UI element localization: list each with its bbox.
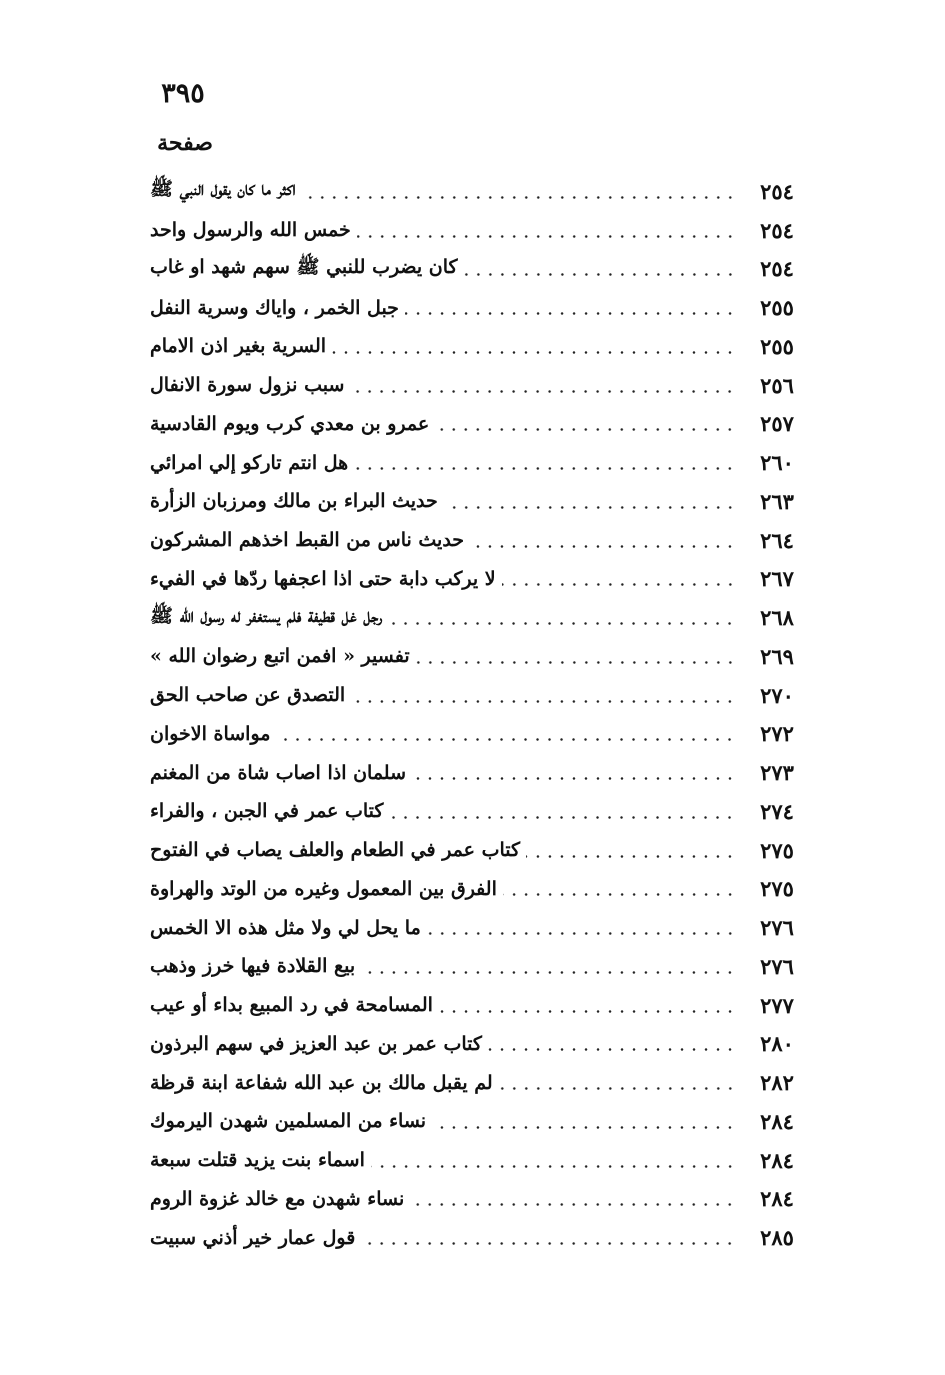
dot-leader <box>332 351 736 354</box>
toc-entry-page: ٢٨٤ <box>760 1108 794 1134</box>
toc-entry <box>140 405 812 444</box>
toc-entry-page: ٢٦٨ <box>760 605 794 631</box>
toc-entry-page: ٢٥٦ <box>760 372 794 398</box>
toc-entry-page: ٢٧٣ <box>760 760 794 786</box>
toc-entry-title: خمس الله والرسول واحد <box>150 219 351 242</box>
toc-entry-title: اكثر ما كان يقول النبي ﷺ <box>150 178 296 201</box>
toc-entry-page: ٢٧٧ <box>760 992 794 1018</box>
toc-entry <box>140 676 812 715</box>
dot-leader <box>410 1203 736 1206</box>
toc-entry-page: ٢٥٥ <box>760 295 794 321</box>
dot-leader <box>361 971 736 974</box>
toc-entry-title: التصدق عن صاحب الحق <box>150 684 346 707</box>
toc-entry-title: حديث ناس من القبط اخذهم المشركون <box>150 529 465 552</box>
toc-entry-page: ٢٧٤ <box>760 798 794 824</box>
dot-leader <box>354 467 736 470</box>
dot-leader <box>427 932 736 935</box>
toc-entry <box>140 792 812 831</box>
dot-leader <box>350 390 736 393</box>
toc-entry <box>140 521 812 560</box>
table-of-contents <box>140 172 812 1257</box>
toc-entry <box>140 366 812 405</box>
toc-entry <box>140 1141 812 1180</box>
toc-entry <box>140 908 812 947</box>
toc-entry-title: اسماء بنت يزيد قتلت سبعة <box>150 1149 365 1172</box>
toc-entry-page: ٢٦٩ <box>760 643 794 669</box>
toc-entry-page: ٢٦٤ <box>760 527 794 553</box>
dot-leader <box>412 777 736 780</box>
dot-leader <box>276 738 736 741</box>
dot-leader <box>470 545 736 548</box>
toc-entry <box>140 870 812 909</box>
toc-entry-page: ٢٦٣ <box>760 488 794 514</box>
dot-leader <box>435 428 736 431</box>
dot-leader <box>432 1126 736 1129</box>
toc-entry-title: سبب نزول سورة الانفال <box>150 374 345 397</box>
toc-entry <box>140 250 812 289</box>
toc-entry-title: بيع القلادة فيها خرز وذهب <box>150 955 356 978</box>
toc-entry <box>140 1180 812 1219</box>
toc-entry <box>140 637 812 676</box>
dot-leader <box>361 1242 736 1245</box>
toc-entry-page: ٢٥٥ <box>760 333 794 359</box>
page-column-header: صفحة <box>157 130 213 156</box>
toc-entry-page: ٢٥٧ <box>760 411 794 437</box>
toc-entry <box>140 327 812 366</box>
toc-entry-page: ٢٦٠ <box>760 450 794 476</box>
dot-leader <box>499 1087 736 1090</box>
toc-entry <box>140 947 812 986</box>
toc-entry-title: رجل غل قطيفة فلم يستغفر له رسول الله ﷺ <box>150 604 383 627</box>
toc-entry-title: كتاب عمر بن عبد العزيز في سهم البرذون <box>150 1032 482 1055</box>
toc-entry-page: ٢٥٤ <box>760 178 794 204</box>
toc-entry-page: ٢٨٤ <box>760 1186 794 1212</box>
toc-entry-page: ٢٨٤ <box>760 1147 794 1173</box>
toc-entry-title: كتاب عمر في الطعام والعلف يصاب في الفتوح <box>150 839 521 862</box>
toc-entry-title: الفرق بين المعمول وغيره من الوتد والهراوة <box>150 877 497 900</box>
toc-entry-title: قول عمار خير أذني سبيت <box>150 1226 356 1249</box>
toc-entry <box>140 1218 812 1257</box>
toc-entry <box>140 1102 812 1141</box>
dot-leader <box>416 661 736 664</box>
dot-leader <box>488 1048 736 1051</box>
toc-entry <box>140 715 812 754</box>
toc-entry-title: كان يضرب للنبي ﷺ سهم شهد او غاب <box>150 255 458 278</box>
toc-entry-title: هل انتم تاركو إلي امرائي <box>150 451 349 474</box>
toc-entry-title: سلمان اذا اصاب شاة من المغنم <box>150 761 407 784</box>
toc-entry-page: ٢٥٤ <box>760 256 794 282</box>
toc-entry-page: ٢٧٥ <box>760 876 794 902</box>
toc-entry-title: كتاب عمر في الجبن ، والفراء <box>150 800 384 823</box>
toc-entry-title: لا يركب دابة حتى اذا اعجفها ردّها في الفيء <box>150 567 496 590</box>
dot-leader <box>302 196 736 199</box>
toc-entry-title: جبل الخمر ، واياك وسرية النفل <box>150 296 399 319</box>
toc-entry <box>140 1025 812 1064</box>
dot-leader <box>371 1165 736 1168</box>
toc-entry-page: ٢٧٦ <box>760 953 794 979</box>
toc-entry-title: تفسير « افمن اتبع رضوان الله » <box>150 645 410 668</box>
toc-entry <box>140 1063 812 1102</box>
toc-entry <box>140 482 812 521</box>
toc-entry-page: ٢٨٢ <box>760 1070 794 1096</box>
toc-entry <box>140 831 812 870</box>
toc-entry-title: لم يقبل مالك بن عبد الله شفاعة ابنة قرظة <box>150 1071 493 1094</box>
dot-leader <box>464 273 736 276</box>
toc-entry-page: ٢٧٥ <box>760 837 794 863</box>
toc-entry <box>140 986 812 1025</box>
dot-leader <box>357 235 736 238</box>
toc-entry <box>140 753 812 792</box>
toc-entry-title: ما يحل لي ولا مثل هذه الا الخمس <box>150 916 421 939</box>
page-number: ٣٩٥ <box>161 78 205 109</box>
toc-entry <box>140 560 812 599</box>
toc-entry <box>140 443 812 482</box>
dot-leader <box>444 506 736 509</box>
dot-leader <box>503 893 736 896</box>
toc-entry-title: مواساة الاخوان <box>150 722 271 745</box>
toc-entry <box>140 598 812 637</box>
toc-entry <box>140 288 812 327</box>
toc-entry-page: ٢٨٠ <box>760 1031 794 1057</box>
toc-entry-page: ٢٧٠ <box>760 682 794 708</box>
dot-leader <box>351 700 736 703</box>
dot-leader <box>388 622 736 625</box>
dot-leader <box>389 816 736 819</box>
dot-leader <box>439 1010 736 1013</box>
toc-entry-title: نساء شهدن مع خالد غزوة الروم <box>150 1187 405 1210</box>
toc-entry-page: ٢٨٥ <box>760 1225 794 1251</box>
toc-entry-title: حديث البراء بن مالك ومرزبان الزأرة <box>150 490 438 513</box>
toc-entry-page: ٢٦٧ <box>760 566 794 592</box>
toc-entry-page: ٢٥٤ <box>760 217 794 243</box>
toc-entry-title: السرية بغير اذن الامام <box>150 335 327 358</box>
toc-entry-page: ٢٧٢ <box>760 721 794 747</box>
toc-entry-page: ٢٧٦ <box>760 915 794 941</box>
toc-entry-title: نساء من المسلمين شهدن اليرموك <box>150 1110 427 1133</box>
dot-leader <box>526 855 736 858</box>
toc-entry-title: عمرو بن معدي كرب ويوم القادسية <box>150 412 430 435</box>
toc-entry <box>140 172 812 211</box>
toc-entry-title: المسامحة في رد المبيع بداء أو عيب <box>150 994 433 1017</box>
toc-entry <box>140 211 812 250</box>
dot-leader <box>502 583 736 586</box>
dot-leader <box>405 312 736 315</box>
